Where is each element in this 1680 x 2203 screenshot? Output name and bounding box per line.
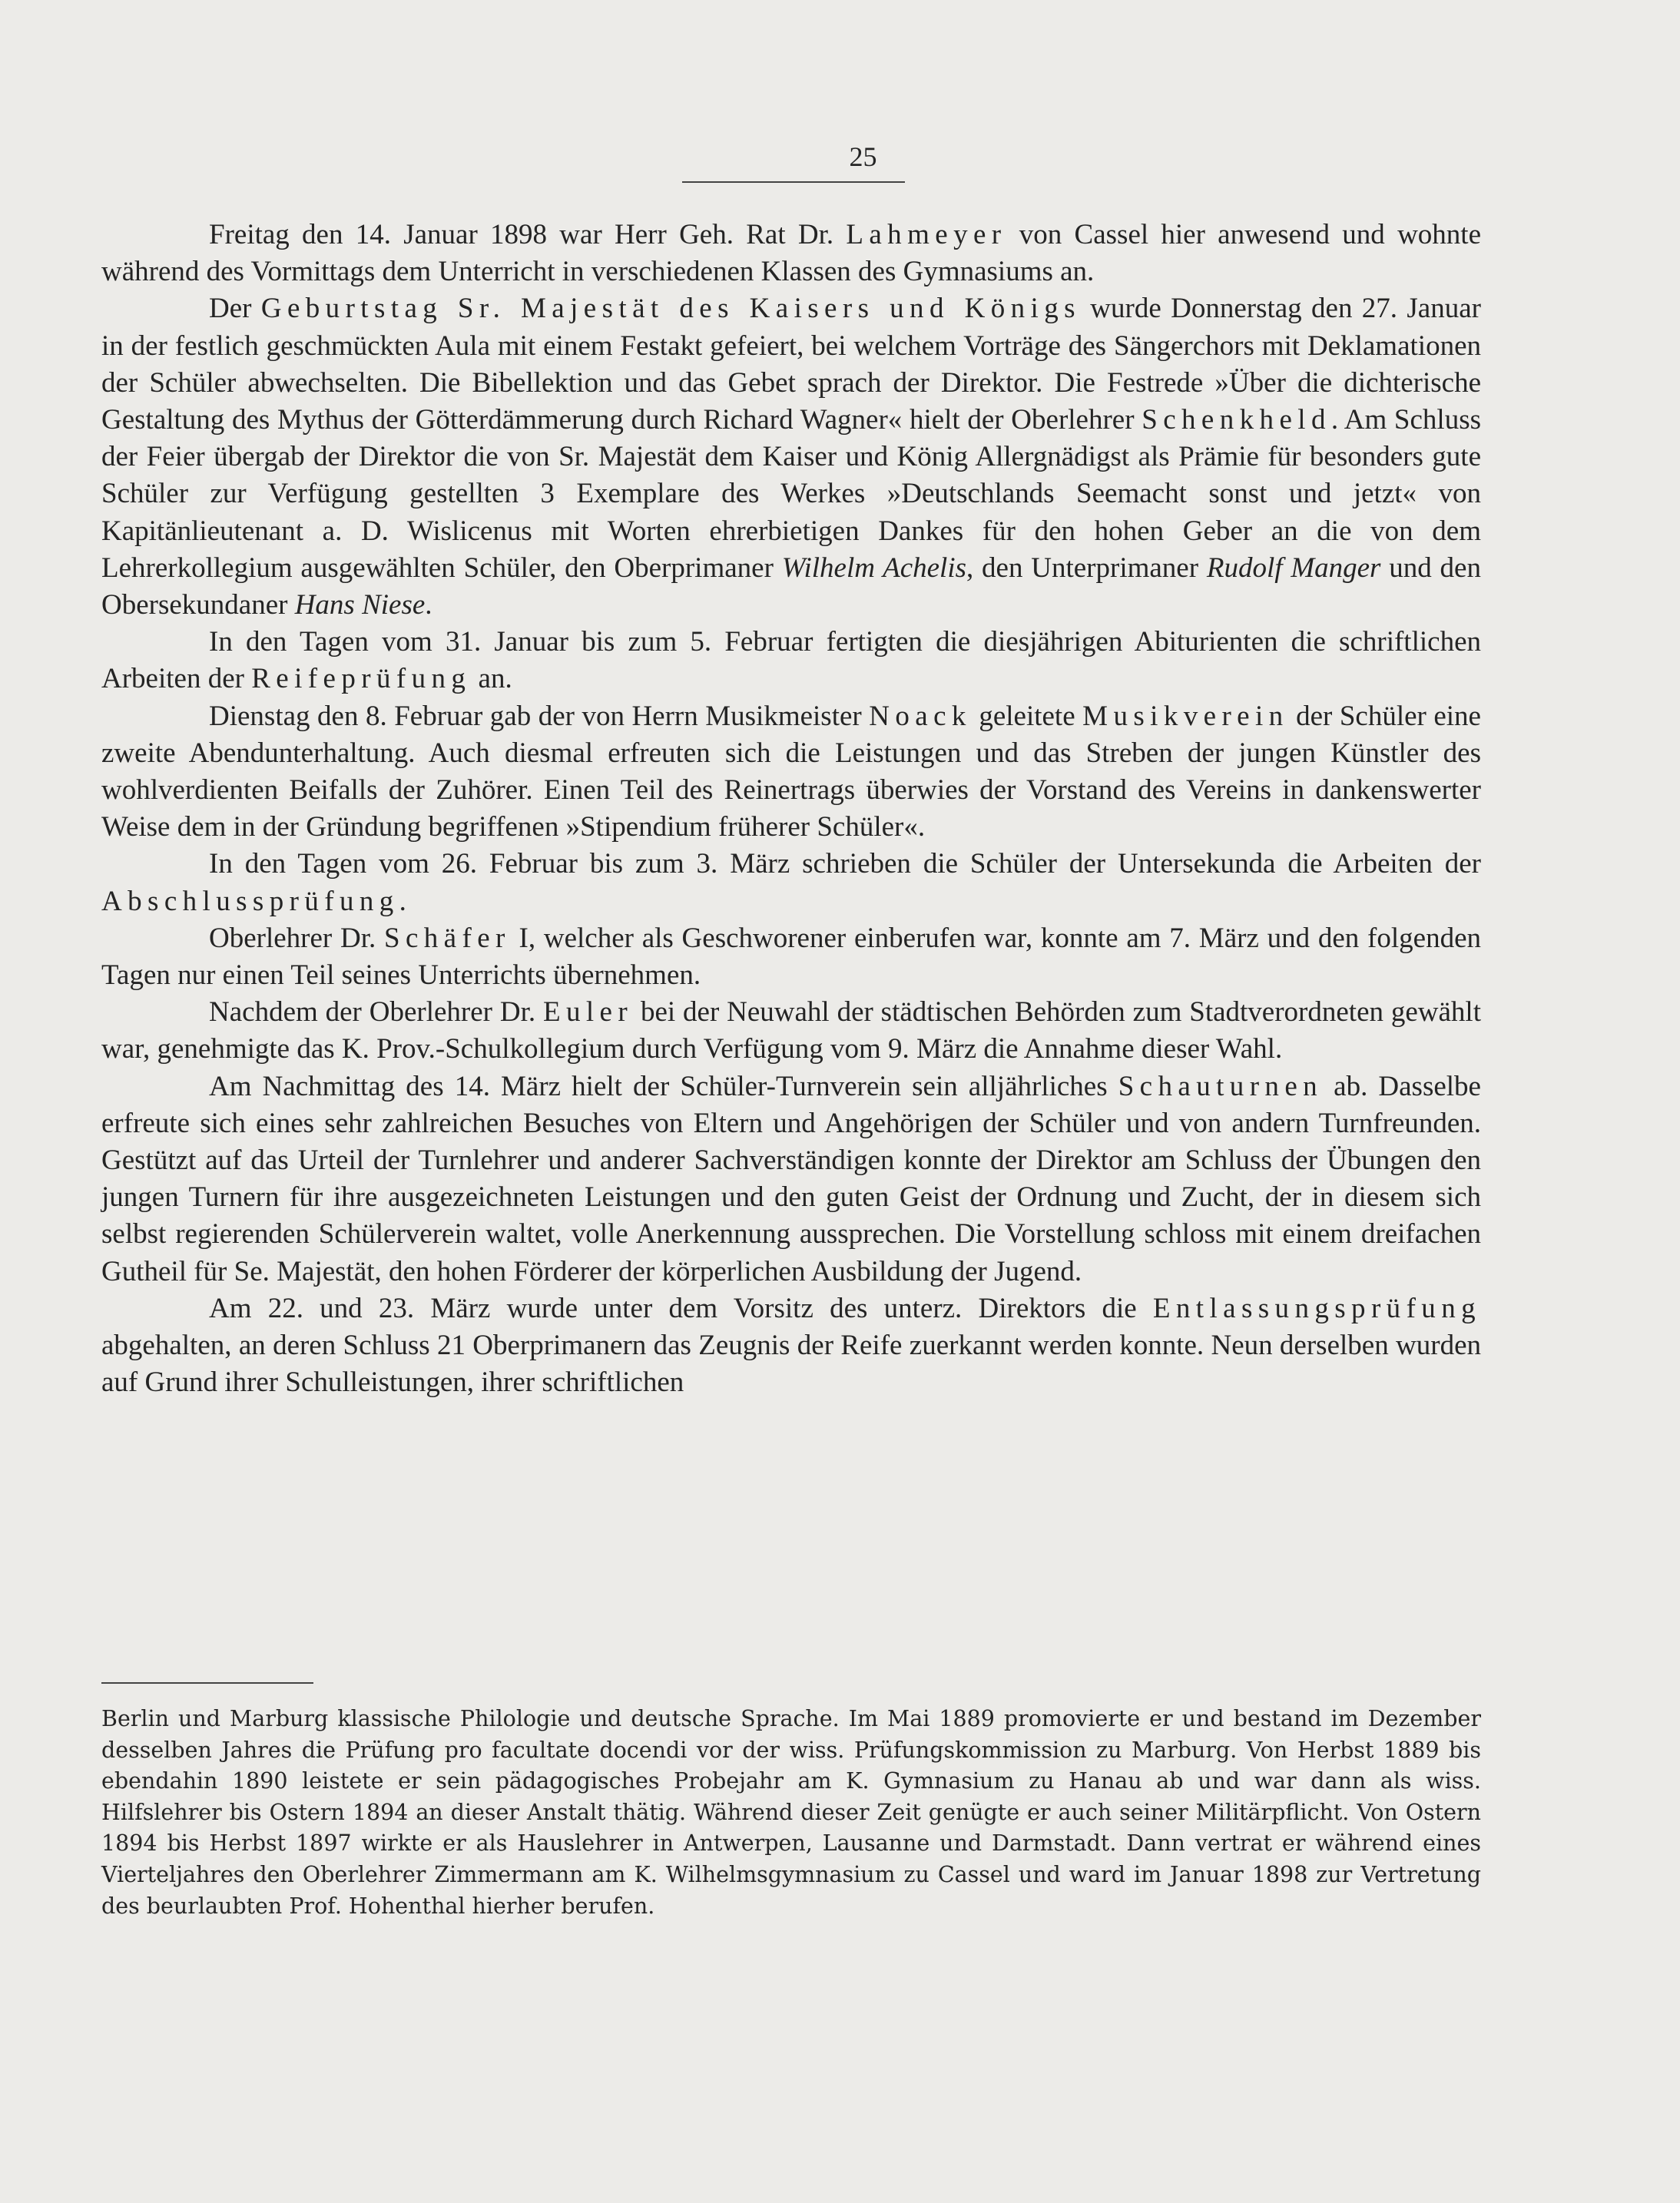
text-run: an.	[471, 663, 512, 695]
paragraph	[101, 846, 1481, 919]
text-run: geleitete	[971, 700, 1083, 732]
body-text	[101, 217, 1481, 1402]
text-run: der Schüler eine zweite Abendunterhaltung. Auch diesmal erfreuten sich die Leistungen und das Streben der jungen Künstler des wohlverdienten Beifalls der Zuhörer. Einen Teil des Reinertrags überwies der Vorstand des Vereins in dankenswerter Weise dem in der Gründung begriffenen »Stipendium früherer Schüler«.	[101, 700, 1481, 843]
spaced-term: Musikverein	[1082, 700, 1289, 732]
text-run: abgehalten, an deren Schluss 21 Oberprimanern das Zeugnis der Reife zuerkannt werden konnte. Neun derselben wurden auf Grund ihrer Schulleistungen, ihrer schriftlichen	[101, 1330, 1481, 1399]
text-run: . Am Schluss der Feier übergab der Direktor die von Sr. Majestät dem Kaiser und König Allergnädigst als Prämie für besonders gute Schüler zur Verfügung gestellten 3 Exemplare des Werkes »Deutschlands Seemacht sonst und jetzt« von Kapitänlieutenant a. D. Wislicenus mit Worten ehrerbietigen Dankes für den hohen Geber an die von dem Lehrerkollegium ausgewählten Schüler, den Oberprimaner	[101, 404, 1481, 584]
text-run: Freitag den 14. Januar 1898 war Herr Geh. Rat Dr.	[209, 219, 847, 250]
spaced-term: Abschlussprüfung	[101, 885, 399, 917]
text-run: Dienstag den 8. Februar gab der von Herrn Musikmeister	[209, 700, 870, 732]
text-run: ab. Dasselbe erfreute sich eines sehr zahlreichen Besuches von Eltern und Angehörigen der Schüler und von andern Turnfreunden. Gestützt auf das Urteil der Turnlehrer und anderer Sachverständigen konnte der Direktor am Schluss der Übungen den jungen Turnern für ihre ausgezeichneten Leistungen und den guten Geist der Ordnung und Zucht, der in diesem sich selbst regierenden Schülerverein waltet, volle Anerkennung aussprechen. Die Vorstellung schloss mit einem dreifachen Gutheil für Se. Majestät, den hohen Förderer der körperlichen Ausbildung der Jugend.	[101, 1070, 1481, 1287]
spaced-term: Schauturnen	[1118, 1070, 1324, 1102]
text-run: .	[425, 589, 432, 621]
text-run: .	[399, 885, 406, 917]
paragraph	[101, 698, 1481, 846]
header-rule	[682, 181, 905, 183]
page-number: 25	[849, 141, 877, 172]
italic-name: Hans Niese	[294, 589, 426, 621]
text-run: Am 22. und 23. März wurde unter dem Vorsitz des unterz. Direktors die	[209, 1292, 1153, 1324]
text-run: und den Obersekundaner	[101, 552, 1481, 621]
paragraph	[101, 920, 1481, 994]
paragraph	[101, 1068, 1481, 1290]
spaced-phrase: Geburtstag Sr. Majestät des Kaisers und Königs	[260, 293, 1081, 325]
spaced-name: Schäfer	[383, 922, 511, 954]
text-run: Nachdem der Oberlehrer Dr.	[209, 996, 543, 1029]
paragraph	[101, 994, 1481, 1068]
italic-name: Wilhelm Achelis	[781, 552, 966, 584]
text-run: Oberlehrer Dr.	[209, 922, 384, 954]
text-run: I, welcher als Geschworener einberufen war, konnte am 7. März und den folgenden Tagen nur einen Teil seines Unterrichts übernehmen.	[101, 922, 1481, 992]
text-run: In den Tagen vom 31. Januar bis zum 5. Februar fertigten die diesjährigen Abiturienten die schriftlichen Arbeiten der	[101, 626, 1481, 695]
paragraph	[101, 1290, 1481, 1402]
footnote-text: Berlin und Marburg klassische Philologie und deutsche Sprache. Im Mai 1889 promovierte er und bestand im Dezember desselben Jahres die Prüfung pro facultate docendi vor der wiss. Prüfungskommission zu Marburg. Von Herbst 1889 bis ebendahin 1890 leistete er sein pädagogisches Probejahr am K. Gymnasium zu Hanau ab und war dann als wiss. Hilfslehrer bis Ostern 1894 an dieser Anstalt thätig. Während dieser Zeit genügte er auch seiner Militärpflicht. Von Ostern 1894 bis Herbst 1897 wirkte er als Hauslehrer in Antwerpen, Lausanne und Darmstadt. Dann vertrat er während eines Vierteljahres den Oberlehrer Zimmermann am K. Wilhelmsgymnasium zu Cassel und ward im Januar 1898 zur Vertretung des beurlaubten Prof. Hohenthal hierher berufen.	[101, 1706, 1481, 1919]
text-run: Am Nachmittag des 14. März hielt der Schüler-Turnverein sein alljährliches	[209, 1070, 1118, 1102]
spaced-name: Euler	[542, 996, 634, 1029]
footnote-rule	[101, 1682, 313, 1684]
italic-name: Rudolf Manger	[1206, 552, 1381, 584]
text-run: wurde Donnerstag den 27. Januar in der festlich geschmückten Aula mit einem Festakt gefeiert, bei welchem Vorträge des Sängerchors mit Deklamationen der Schüler abwechselten. Die Bibellektion und das Gebet sprach der Direktor. Die Festrede »Über die dichterische Gestaltung des Mythus der Götterdämmerung durch Richard Wagner« hielt der Oberlehrer	[101, 293, 1481, 436]
spaced-name: Lahmeyer	[846, 219, 1007, 250]
spaced-name: Noack	[869, 700, 972, 732]
text-run: bei der Neuwahl der städtischen Behörden zum Stadtverordneten gewählt war, genehmigte das K. Prov.-Schulkollegium durch Verfügung vom 9. März die Annahme dieser Wahl.	[101, 996, 1481, 1065]
spaced-term: Entlassungsprüfung	[1152, 1292, 1481, 1324]
paragraph	[101, 217, 1481, 290]
paragraph	[101, 624, 1481, 697]
text-run: , den Unterprimaner	[966, 552, 1207, 584]
text-run: von Cassel hier anwesend und wohnte während des Vormittags dem Unterricht in verschiedenen Klassen des Gymnasiums an.	[101, 219, 1481, 288]
spaced-name: Schenkheld	[1142, 404, 1331, 436]
text-run: In den Tagen vom 26. Februar bis zum 3. März schrieben die Schüler der Untersekunda die Arbeiten der	[209, 848, 1481, 880]
paragraph	[101, 290, 1481, 624]
text-run: Der	[209, 293, 261, 325]
spaced-term: Reifeprüfung	[251, 663, 472, 695]
